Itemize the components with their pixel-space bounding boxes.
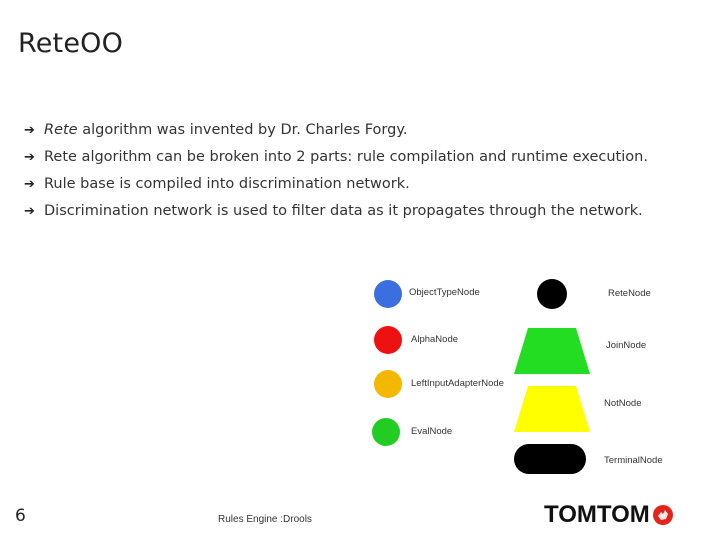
- object-type-node-swatch: [374, 280, 402, 308]
- bullet-list: [24, 121, 664, 229]
- legend-label: LeftInputAdapterNode: [411, 378, 504, 389]
- footer-text: Rules Engine :Drools: [218, 514, 312, 525]
- arrow-bullet-icon: ➔: [24, 150, 35, 165]
- bullet-item: [24, 148, 664, 167]
- bullet-emphasis: Rete: [44, 122, 78, 138]
- bullet-text: algorithm was invented by Dr. Charles Forgy.: [77, 122, 408, 138]
- arrow-bullet-icon: ➔: [24, 177, 35, 192]
- legend-label: AlphaNode: [411, 334, 459, 345]
- left-input-adapter-node-swatch: [374, 370, 402, 398]
- logo-text: TOMTOM: [544, 501, 650, 528]
- bullet-text: Rete algorithm can be broken into 2 parts: rule compilation and runtime execution.: [44, 149, 648, 165]
- legend-label: EvalNode: [411, 426, 453, 437]
- terminal-node-swatch: [514, 444, 586, 474]
- bullet-text: Rule base is compiled into discrimination network.: [44, 176, 410, 192]
- bullet-item: [24, 175, 664, 194]
- not-node-swatch: [514, 386, 590, 432]
- bullet-text: Discrimination network is used to filter data as it propagates through the network.: [44, 203, 643, 219]
- legend-label: TerminalNode: [604, 455, 663, 466]
- slide-title: ReteOO: [18, 28, 124, 59]
- legend-label: NotNode: [604, 398, 642, 409]
- arrow-bullet-icon: ➔: [24, 123, 35, 138]
- tomtom-hand-icon: [652, 504, 674, 526]
- alpha-node-swatch: [374, 326, 402, 354]
- bullet-item: [24, 202, 664, 221]
- rete-node-swatch: [537, 279, 567, 309]
- eval-node-swatch: [372, 418, 400, 446]
- legend-label: ObjectTypeNode: [409, 287, 480, 298]
- legend-label: JoinNode: [606, 340, 647, 351]
- legend-label: ReteNode: [608, 288, 651, 299]
- tomtom-logo: [544, 500, 674, 530]
- join-node-swatch: [514, 328, 590, 374]
- page-number: 6: [15, 506, 26, 526]
- arrow-bullet-icon: ➔: [24, 204, 35, 219]
- bullet-item: [24, 121, 664, 140]
